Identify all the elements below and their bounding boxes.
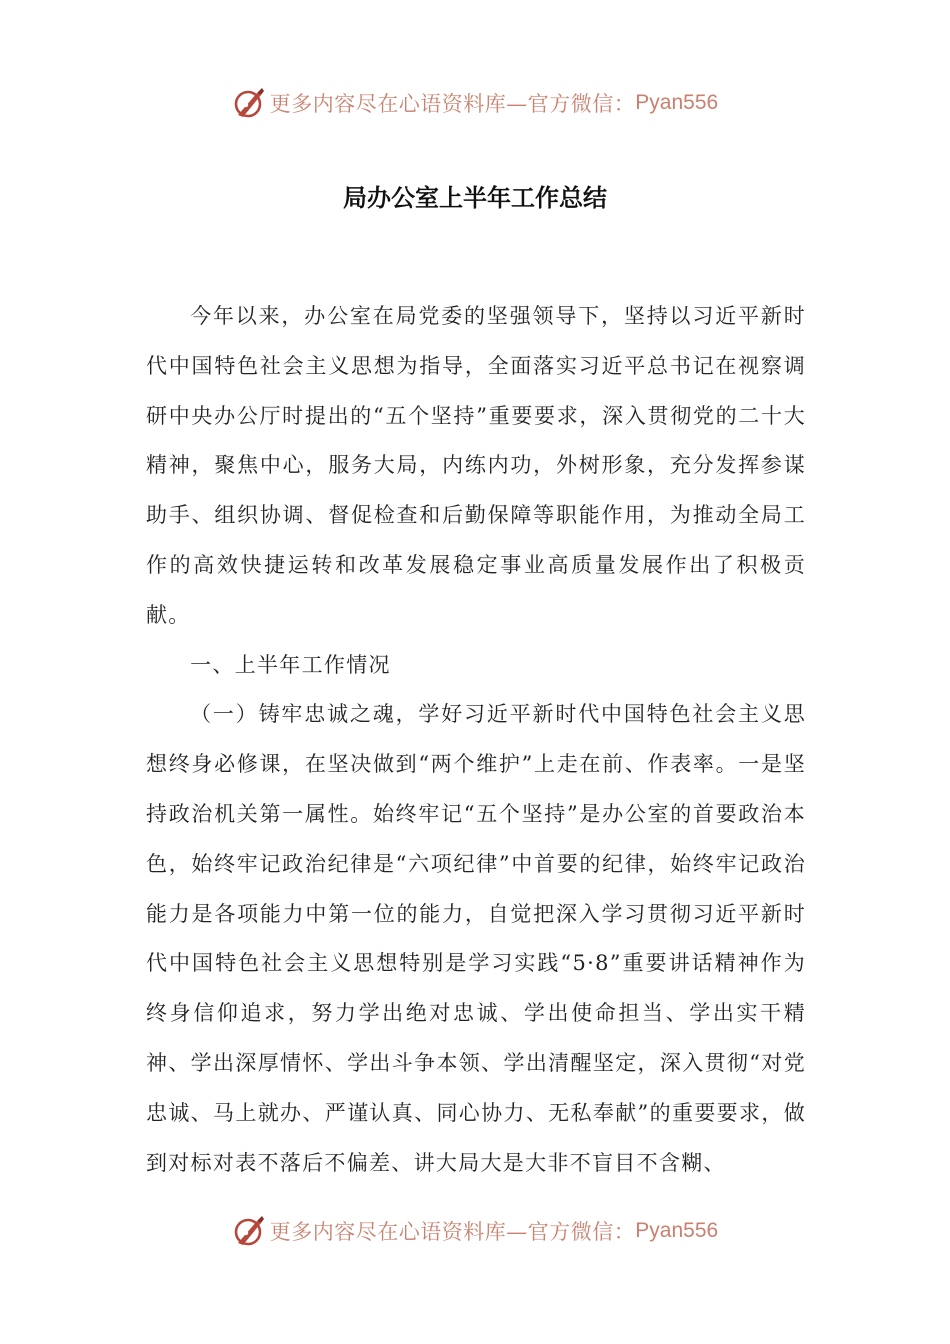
document-body [146, 292, 806, 1188]
pen-logo-icon [232, 1214, 266, 1248]
section-heading: 一、上半年工作情况 [190, 652, 391, 677]
intro-paragraph: 今年以来，办公室在局党委的坚强领导下，坚持以习近平新时代中国特色社会主义思想为指导，全面落实习近平总书记在视察调研中央办公厅时提出的“五个坚持”重要要求，深入贯彻党的二十大精神，聚焦中心，服务大局，内练内功，外树形象，充分发挥参谋助手、组织协调、督促检查和后勤保障等职能作用，为推动全局工作的高效快捷运转和改革发展稳定事业高质量发展作出了积极贡献。 [146, 304, 806, 627]
pen-logo-icon [232, 86, 266, 120]
banner-wechat-id: Pyan556 [635, 91, 719, 114]
banner-text: 更多内容尽在心语资料库—官方微信： [269, 1220, 636, 1244]
header-watermark-banner [0, 83, 950, 123]
footer-watermark-banner [0, 1211, 950, 1251]
banner-wechat-id: Pyan556 [635, 1219, 719, 1242]
banner-text: 更多内容尽在心语资料库—官方微信： [269, 92, 636, 116]
document-title: 局办公室上半年工作总结 [343, 184, 607, 212]
body-paragraph: （一）铸牢忠诚之魂，学好习近平新时代中国特色社会主义思想终身必修课，在坚决做到“两个维护”上走在前、作表率。一是坚持政治机关第一属性。始终牢记“五个坚持”是办公室的首要政治本色，始终牢记政治纪律是“六项纪律”中首要的纪律，始终牢记政治能力是各项能力中第一位的能力，自觉把深入学习贯彻习近平新时代中国特色社会主义思想特别是学习实践“5·8”重要讲话精神作为终身信仰追求，努力学出绝对忠诚、学出使命担当、学出实干精神、学出深厚情怀、学出斗争本领、学出清醒坚定，深入贯彻“对党忠诚、马上就办、严谨认真、同心协力、无私奉献”的重要要求，做到对标对表不落后不偏差、讲大局大是大非不盲目不含糊、 [146, 702, 806, 1175]
